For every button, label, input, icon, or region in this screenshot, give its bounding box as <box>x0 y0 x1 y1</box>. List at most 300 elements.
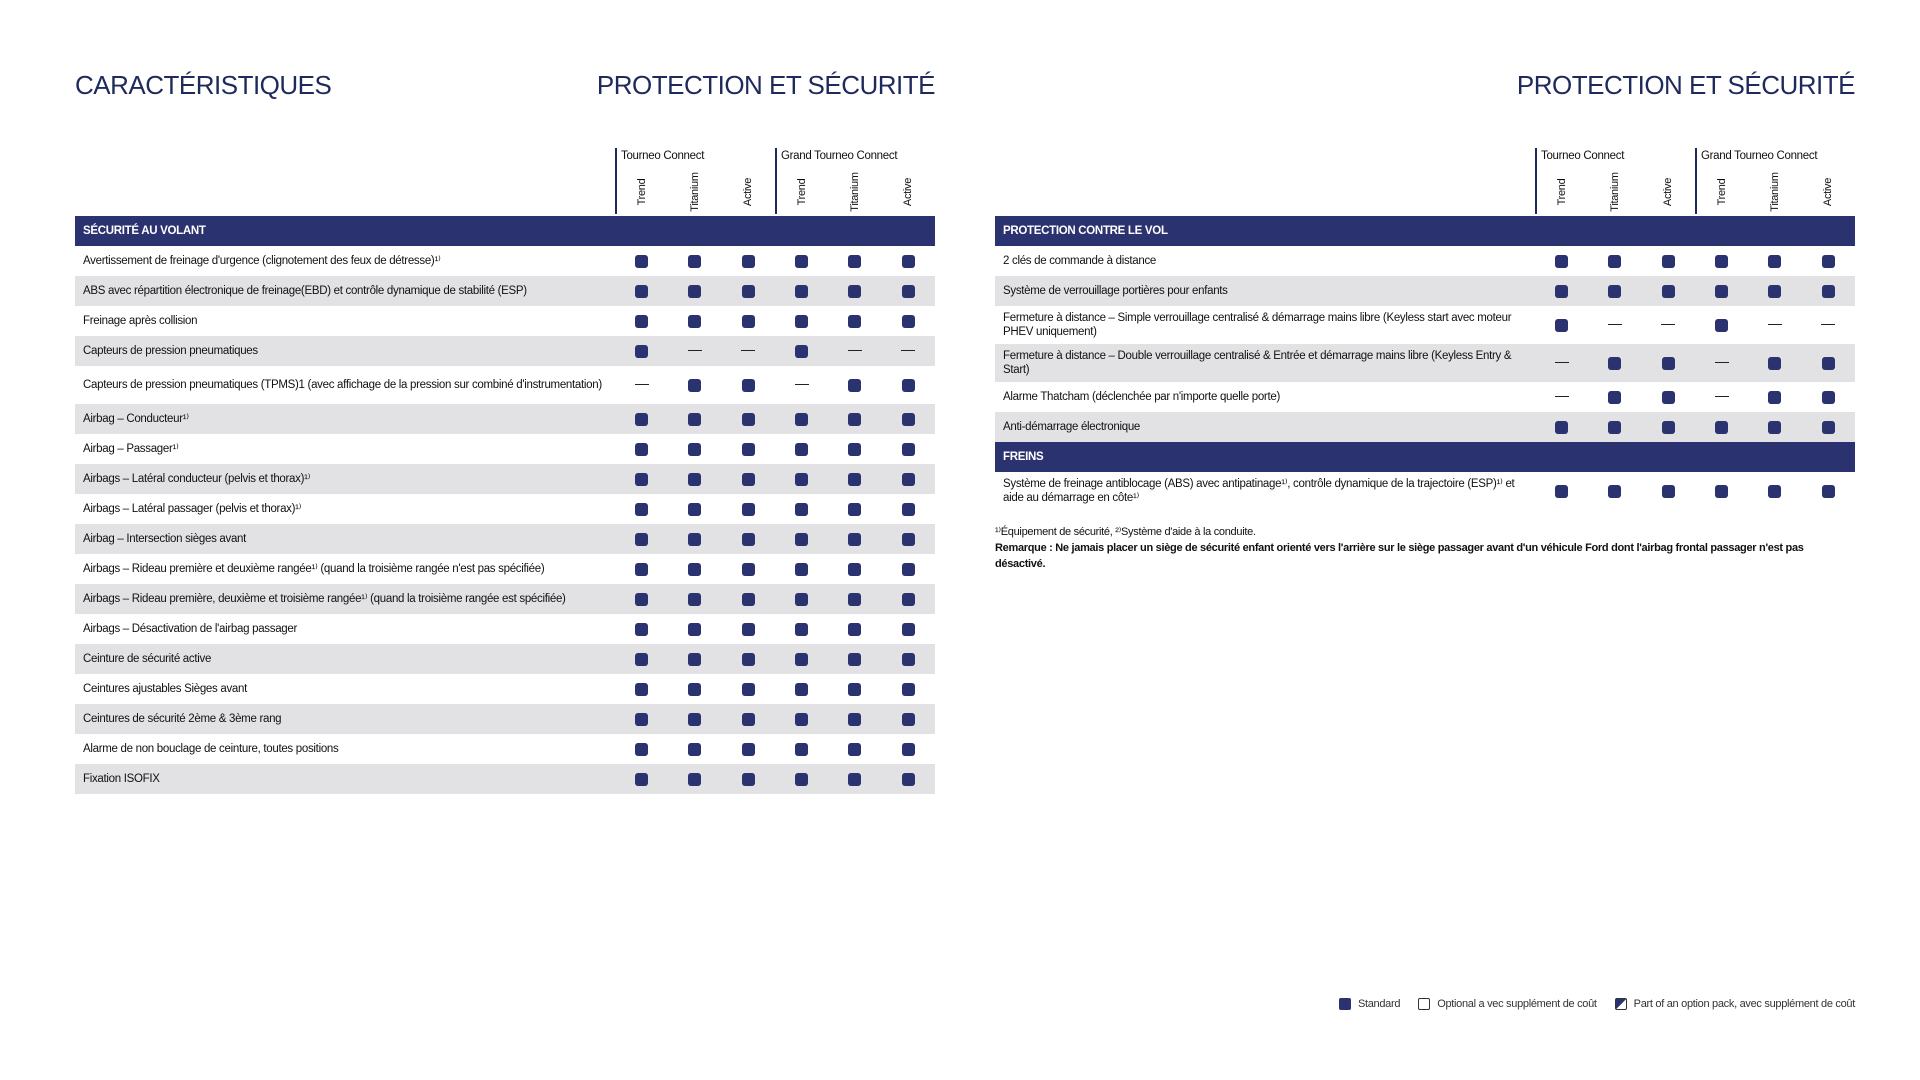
standard-square-icon <box>635 563 648 576</box>
standard-square-icon <box>1822 391 1835 404</box>
availability-cell <box>1695 276 1748 306</box>
page-title: CARACTÉRISTIQUES <box>75 70 332 100</box>
standard-square-icon <box>635 593 648 606</box>
standard-square-icon <box>795 315 808 328</box>
table-row <box>75 554 935 584</box>
availability-cell <box>828 366 881 404</box>
standard-square-icon <box>688 285 701 298</box>
availability-cell <box>722 434 775 464</box>
standard-square-icon <box>688 773 701 786</box>
group-title: Grand Tourneo Connect <box>780 150 898 162</box>
availability-cell <box>1748 306 1801 344</box>
column-label: Trend <box>795 178 808 206</box>
not-available-dash-icon <box>688 350 702 351</box>
standard-square-icon <box>635 315 648 328</box>
standard-square-icon <box>1715 319 1728 332</box>
not-available-dash-icon <box>848 350 862 351</box>
standard-square-icon <box>635 533 648 546</box>
availability-cell <box>668 734 721 764</box>
legend-label: Standard <box>1357 998 1401 1010</box>
availability-cell <box>1588 306 1641 344</box>
legend-label: Optional a vec supplément de coût <box>1437 998 1597 1010</box>
availability-cell <box>882 674 935 704</box>
group-title: Tourneo Connect <box>1541 150 1625 162</box>
availability-cell <box>828 464 881 494</box>
availability-cell <box>1588 382 1641 412</box>
availability-cell <box>615 674 668 704</box>
feature-label: Airbag – Intersection sièges avant <box>75 524 615 554</box>
legend-pack <box>1615 998 1855 1010</box>
table-row <box>995 276 1855 306</box>
availability-cell <box>722 644 775 674</box>
standard-square-icon <box>848 653 861 666</box>
standard-square-icon <box>742 743 755 756</box>
column-label: Titanium <box>1768 172 1781 212</box>
standard-square-icon <box>742 285 755 298</box>
feature-label: Capteurs de pression pneumatiques <box>75 336 615 366</box>
feature-label: Fermeture à distance – Double verrouillage centralisé & Entrée et démarrage mains libre (Keyless Entry & Start) <box>995 344 1535 382</box>
standard-square-icon <box>848 563 861 576</box>
standard-square-icon <box>848 379 861 392</box>
availability-cell <box>668 764 721 794</box>
column-label: Trend <box>635 178 648 206</box>
standard-square-icon <box>848 593 861 606</box>
standard-square-icon <box>1662 485 1675 498</box>
standard-square-icon <box>1768 391 1781 404</box>
table-row <box>995 412 1855 442</box>
feature-label: Airbags – Latéral passager (pelvis et thorax)¹⁾ <box>83 503 302 515</box>
section-heading: PROTECTION ET SÉCURITÉ <box>1516 70 1855 100</box>
availability-cell <box>775 764 828 794</box>
remark: Remarque : Ne jamais placer un siège de sécurité enfant orienté vers l'arrière sur le siège passager avant d'un véhicule Ford dont l'airbag frontal passager n'est pas désactivé. <box>995 542 1804 570</box>
not-available-dash-icon <box>1608 324 1622 325</box>
standard-square-icon <box>795 413 808 426</box>
availability-cell <box>1588 472 1641 510</box>
availability-cell <box>668 584 721 614</box>
standard-square-icon <box>1768 421 1781 434</box>
table-row <box>75 674 935 704</box>
not-available-dash-icon <box>635 384 649 385</box>
availability-cell <box>722 404 775 434</box>
legend <box>1339 998 1855 1010</box>
standard-square-icon <box>1768 285 1781 298</box>
standard-square-icon <box>1662 391 1675 404</box>
availability-cell <box>615 614 668 644</box>
availability-cell <box>775 276 828 306</box>
standard-square-icon <box>902 285 915 298</box>
not-available-dash-icon <box>1715 362 1729 363</box>
availability-cell <box>828 764 881 794</box>
not-available-dash-icon <box>1821 324 1835 325</box>
standard-square-icon <box>1608 255 1621 268</box>
standard-square-icon <box>742 683 755 696</box>
standard-square-icon <box>848 315 861 328</box>
standard-square-icon <box>795 653 808 666</box>
standard-square-icon <box>795 255 808 268</box>
standard-square-icon <box>1662 357 1675 370</box>
table-row <box>75 584 935 614</box>
standard-square-icon <box>795 683 808 696</box>
standard-square-icon <box>742 379 755 392</box>
group-title: Grand Tourneo Connect <box>1700 150 1818 162</box>
availability-cell <box>615 434 668 464</box>
standard-square-icon <box>742 413 755 426</box>
availability-cell <box>1642 382 1695 412</box>
availability-cell <box>1535 276 1588 306</box>
table-row <box>75 644 935 674</box>
availability-cell <box>668 644 721 674</box>
standard-square-icon <box>635 285 648 298</box>
feature-label: Fixation ISOFIX <box>75 764 615 794</box>
availability-cell <box>668 336 721 366</box>
availability-cell <box>668 404 721 434</box>
standard-square-icon <box>635 255 648 268</box>
standard-square-icon <box>742 315 755 328</box>
standard-square-icon <box>902 503 915 516</box>
not-available-dash-icon <box>1661 324 1675 325</box>
feature-label: Airbags – Rideau première, deuxième et troisième rangée¹⁾ (quand la troisième rangée est spécifiée) <box>75 584 615 614</box>
standard-square-icon <box>795 533 808 546</box>
availability-cell <box>775 584 828 614</box>
availability-cell <box>775 704 828 734</box>
availability-cell <box>615 764 668 794</box>
column-header <box>75 148 935 214</box>
standard-square-icon <box>1822 421 1835 434</box>
table-row <box>995 306 1855 344</box>
standard-square-icon <box>688 443 701 456</box>
standard-square-icon <box>635 345 648 358</box>
availability-cell <box>1642 412 1695 442</box>
standard-square-icon <box>902 713 915 726</box>
availability-cell <box>1802 472 1855 510</box>
section-header <box>995 442 1855 472</box>
availability-cell <box>668 704 721 734</box>
table-row <box>75 276 935 306</box>
standard-square-icon <box>902 413 915 426</box>
availability-cell <box>1802 306 1855 344</box>
standard-square-icon <box>848 285 861 298</box>
availability-cell <box>668 614 721 644</box>
availability-cell <box>615 464 668 494</box>
feature-label: Freinage après collision <box>83 315 198 327</box>
availability-cell <box>1802 382 1855 412</box>
availability-cell <box>722 464 775 494</box>
availability-cell <box>722 704 775 734</box>
availability-cell <box>1588 412 1641 442</box>
availability-cell <box>828 524 881 554</box>
feature-label: Airbag – Conducteur¹⁾ <box>75 404 615 434</box>
availability-cell <box>722 554 775 584</box>
table-row <box>75 306 935 336</box>
availability-cell <box>882 494 935 524</box>
availability-cell <box>1642 344 1695 382</box>
section-title: PROTECTION CONTRE LE VOL <box>995 216 1855 246</box>
standard-square-icon <box>1608 421 1621 434</box>
standard-square-icon <box>848 533 861 546</box>
feature-label: Système de verrouillage portières pour enfants <box>995 276 1535 306</box>
group-title: Tourneo Connect <box>621 150 705 162</box>
standard-square-icon <box>688 743 701 756</box>
availability-cell <box>828 404 881 434</box>
standard-square-icon <box>848 255 861 268</box>
standard-square-icon <box>902 683 915 696</box>
availability-cell <box>775 464 828 494</box>
standard-square-icon <box>902 653 915 666</box>
availability-cell <box>1802 412 1855 442</box>
availability-cell <box>775 494 828 524</box>
legend-standard <box>1339 998 1400 1010</box>
standard-square-icon <box>688 683 701 696</box>
standard-square-icon <box>688 503 701 516</box>
not-available-dash-icon <box>1555 396 1569 397</box>
table-row <box>75 524 935 554</box>
standard-square-icon <box>1715 421 1728 434</box>
standard-square-icon <box>635 503 648 516</box>
availability-cell <box>828 276 881 306</box>
availability-cell <box>828 704 881 734</box>
section-title: FREINS <box>995 442 1855 472</box>
availability-cell <box>615 246 668 276</box>
standard-square-icon <box>635 473 648 486</box>
availability-cell <box>1802 344 1855 382</box>
table-row <box>75 336 935 366</box>
availability-cell <box>668 524 721 554</box>
standard-square-icon <box>635 743 648 756</box>
availability-cell <box>668 306 721 336</box>
table-row <box>75 464 935 494</box>
standard-square-icon <box>688 379 701 392</box>
feature-label: Capteurs de pression pneumatiques (TPMS)1 (avec affichage de la pression sur combiné d'instrumentation) <box>83 379 602 391</box>
standard-square-icon <box>1662 421 1675 434</box>
standard-square-icon <box>1339 998 1351 1010</box>
standard-square-icon <box>635 623 648 636</box>
standard-square-icon <box>688 563 701 576</box>
column-label: Titanium <box>688 172 701 212</box>
table-row <box>995 344 1855 382</box>
standard-square-icon <box>795 443 808 456</box>
standard-square-icon <box>688 713 701 726</box>
standard-square-icon <box>1555 285 1568 298</box>
standard-square-icon <box>1608 285 1621 298</box>
standard-square-icon <box>795 773 808 786</box>
availability-cell <box>1748 412 1801 442</box>
standard-square-icon <box>688 473 701 486</box>
availability-cell <box>882 644 935 674</box>
availability-cell <box>828 644 881 674</box>
availability-cell <box>828 434 881 464</box>
availability-cell <box>882 366 935 404</box>
standard-square-icon <box>742 713 755 726</box>
availability-cell <box>828 614 881 644</box>
table-row <box>75 704 935 734</box>
table-row <box>75 734 935 764</box>
availability-cell <box>882 404 935 434</box>
standard-square-icon <box>1715 255 1728 268</box>
availability-cell <box>1535 306 1588 344</box>
standard-square-icon <box>635 713 648 726</box>
availability-cell <box>615 584 668 614</box>
availability-cell <box>882 614 935 644</box>
availability-cell <box>1748 246 1801 276</box>
standard-square-icon <box>688 623 701 636</box>
availability-cell <box>775 614 828 644</box>
availability-cell <box>882 464 935 494</box>
availability-cell <box>615 494 668 524</box>
standard-square-icon <box>795 713 808 726</box>
availability-cell <box>722 494 775 524</box>
availability-cell <box>1748 276 1801 306</box>
legend-label: Part of an option pack, avec supplément de coût <box>1633 998 1855 1010</box>
standard-square-icon <box>848 773 861 786</box>
standard-square-icon <box>1662 285 1675 298</box>
standard-square-icon <box>902 773 915 786</box>
column-label: Titanium <box>1608 172 1621 212</box>
availability-cell <box>1695 306 1748 344</box>
availability-cell <box>775 644 828 674</box>
availability-cell <box>1695 382 1748 412</box>
availability-cell <box>1695 472 1748 510</box>
standard-square-icon <box>848 713 861 726</box>
optional-square-icon <box>1418 998 1430 1010</box>
standard-square-icon <box>902 473 915 486</box>
table-row <box>75 404 935 434</box>
standard-square-icon <box>848 413 861 426</box>
availability-cell <box>828 674 881 704</box>
availability-cell <box>775 734 828 764</box>
standard-square-icon <box>635 653 648 666</box>
availability-cell <box>828 336 881 366</box>
availability-cell <box>1535 412 1588 442</box>
availability-cell <box>615 336 668 366</box>
standard-square-icon <box>795 503 808 516</box>
standard-square-icon <box>742 503 755 516</box>
availability-cell <box>775 674 828 704</box>
availability-cell <box>882 246 935 276</box>
availability-cell <box>1642 276 1695 306</box>
availability-cell <box>828 306 881 336</box>
not-available-dash-icon <box>1555 362 1569 363</box>
availability-cell <box>668 554 721 584</box>
standard-square-icon <box>848 473 861 486</box>
standard-square-icon <box>848 743 861 756</box>
availability-cell <box>882 584 935 614</box>
availability-cell <box>882 306 935 336</box>
availability-cell <box>882 336 935 366</box>
availability-cell <box>722 246 775 276</box>
availability-cell <box>775 524 828 554</box>
availability-cell <box>668 494 721 524</box>
standard-square-icon <box>1768 357 1781 370</box>
standard-square-icon <box>688 533 701 546</box>
availability-cell <box>775 366 828 404</box>
standard-square-icon <box>688 653 701 666</box>
standard-square-icon <box>795 743 808 756</box>
availability-cell <box>722 336 775 366</box>
availability-cell <box>722 306 775 336</box>
availability-cell <box>668 366 721 404</box>
table-row <box>75 434 935 464</box>
standard-square-icon <box>1555 255 1568 268</box>
table-row <box>75 246 935 276</box>
availability-cell <box>722 764 775 794</box>
column-label: Active <box>742 177 755 207</box>
standard-square-icon <box>635 773 648 786</box>
availability-cell <box>1535 472 1588 510</box>
standard-square-icon <box>902 533 915 546</box>
table-row <box>995 472 1855 510</box>
standard-square-icon <box>635 413 648 426</box>
table-row <box>995 246 1855 276</box>
standard-square-icon <box>742 533 755 546</box>
section-header <box>995 216 1855 246</box>
availability-cell <box>828 584 881 614</box>
feature-label: Ceinture de sécurité active <box>75 644 615 674</box>
feature-label: Anti-démarrage électronique <box>995 412 1535 442</box>
availability-cell <box>615 306 668 336</box>
standard-square-icon <box>1822 285 1835 298</box>
availability-cell <box>1695 344 1748 382</box>
availability-cell <box>722 734 775 764</box>
availability-cell <box>1748 344 1801 382</box>
availability-cell <box>1802 246 1855 276</box>
availability-cell <box>1588 276 1641 306</box>
standard-square-icon <box>795 563 808 576</box>
standard-square-icon <box>635 443 648 456</box>
availability-cell <box>615 524 668 554</box>
standard-square-icon <box>742 593 755 606</box>
column-label: Trend <box>1555 178 1568 206</box>
availability-cell <box>1748 472 1801 510</box>
column-label: Active <box>1662 177 1675 207</box>
features-table <box>995 216 1855 510</box>
availability-cell <box>1748 382 1801 412</box>
standard-square-icon <box>1662 255 1675 268</box>
availability-cell <box>882 704 935 734</box>
standard-square-icon <box>1608 391 1621 404</box>
table-row <box>75 614 935 644</box>
availability-cell <box>722 366 775 404</box>
availability-cell <box>668 464 721 494</box>
standard-square-icon <box>902 379 915 392</box>
standard-square-icon <box>1555 319 1568 332</box>
standard-square-icon <box>742 773 755 786</box>
standard-square-icon <box>635 683 648 696</box>
standard-square-icon <box>848 623 861 636</box>
standard-square-icon <box>1555 421 1568 434</box>
standard-square-icon <box>795 285 808 298</box>
feature-label: Airbag – Passager¹⁾ <box>83 443 179 455</box>
availability-cell <box>828 554 881 584</box>
standard-square-icon <box>1822 485 1835 498</box>
table-row <box>75 366 935 404</box>
availability-cell <box>775 404 828 434</box>
column-label: Active <box>1822 177 1835 207</box>
standard-square-icon <box>902 593 915 606</box>
standard-square-icon <box>742 623 755 636</box>
feature-label: Ceintures de sécurité 2ème & 3ème rang <box>75 704 615 734</box>
availability-cell <box>615 644 668 674</box>
not-available-dash-icon <box>901 350 915 351</box>
availability-cell <box>722 614 775 644</box>
availability-cell <box>882 434 935 464</box>
notes <box>995 524 1855 572</box>
standard-square-icon <box>902 255 915 268</box>
standard-square-icon <box>688 413 701 426</box>
availability-cell <box>882 734 935 764</box>
standard-square-icon <box>902 315 915 328</box>
feature-label: Fermeture à distance – Simple verrouillage centralisé & démarrage mains libre (Keyless start avec moteur PHEV uniquement) <box>1003 312 1512 338</box>
standard-square-icon <box>688 315 701 328</box>
